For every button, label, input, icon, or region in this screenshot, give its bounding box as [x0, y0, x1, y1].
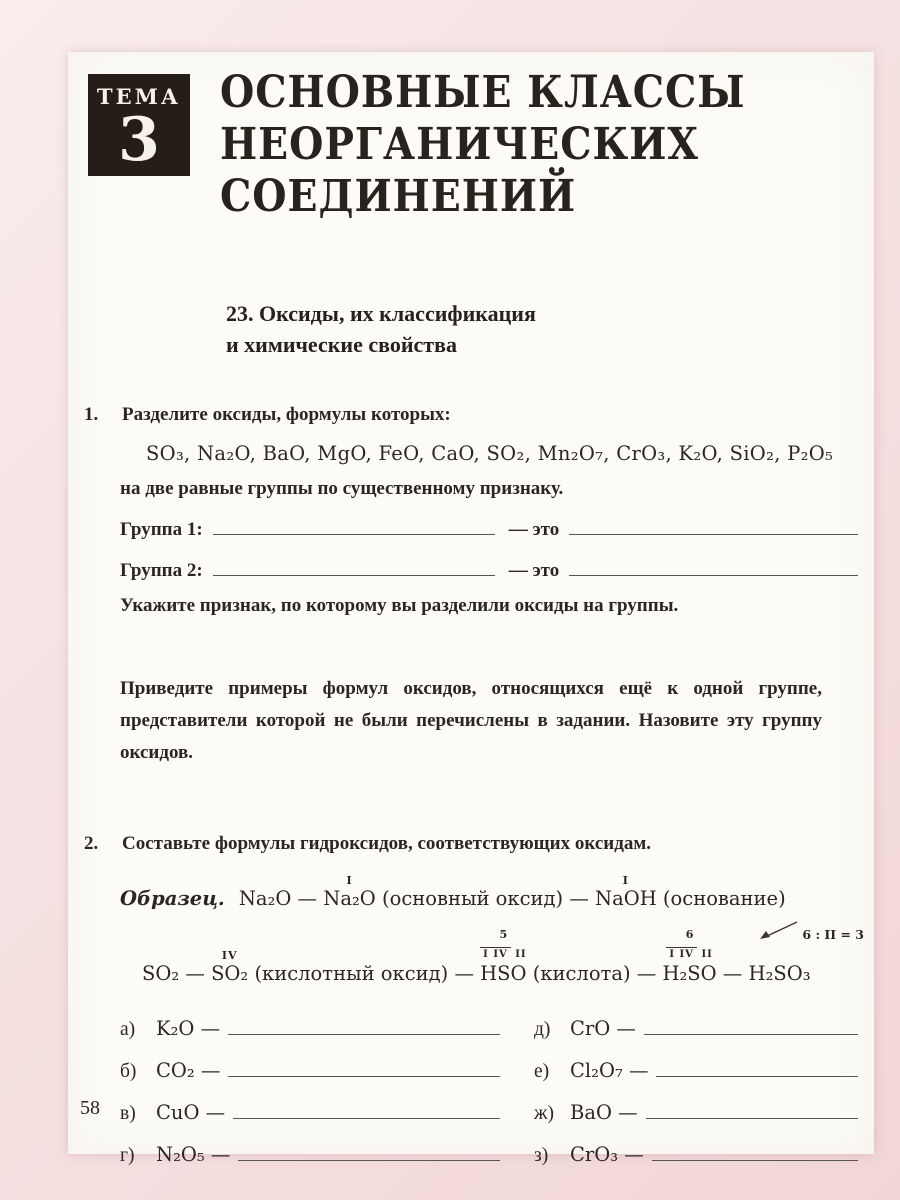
ex2-arrow-note-text: 6 : II = 3 [802, 927, 864, 942]
group-1-blank[interactable] [213, 515, 495, 535]
ex1-t2: Na₂O [323, 887, 376, 910]
ex2-h2so-sum: 6 [685, 927, 694, 941]
group-1-label: Группа 1: [120, 519, 203, 540]
item-z-letter: з) [534, 1145, 549, 1166]
ex2-hso-sum: 5 [499, 927, 508, 941]
item-z-answer-blank[interactable] [652, 1141, 858, 1161]
item-a-letter: а) [120, 1019, 136, 1040]
task-2-items [120, 1015, 858, 1167]
ex2-hso-rest-valence: II [515, 948, 527, 960]
group-1-row [120, 515, 858, 541]
ex2-chem-hso [480, 927, 527, 985]
item-d [534, 1015, 858, 1041]
group-2-definition-blank[interactable] [569, 556, 858, 576]
item-g [120, 1141, 500, 1167]
ex1-t3: (основный оксид) — [381, 887, 589, 910]
task-1-number: 1. [84, 404, 99, 425]
ex1-chem-na2o [323, 874, 376, 910]
ex2-hso-annotation [480, 929, 526, 961]
chapter-title-line1: ОСНОВНЫЕ КЛАССЫ [220, 66, 746, 118]
item-b-letter: б) [120, 1061, 137, 1082]
ex2-t7: — H₂SO₃ [722, 962, 811, 985]
group-2-row [120, 556, 858, 582]
chapter-title-line2: НЕОРГАНИЧЕСКИХ [220, 118, 699, 170]
section-heading-line2: и химические свойства [226, 332, 457, 357]
ex1-valence-2: I [622, 874, 629, 887]
task-1-extra: Приведите примеры формул оксидов, относящихся ещё к одной группе, представители которой не были перечислены в задании. Назовите эту группу оксидов. [120, 678, 822, 763]
task-1 [84, 404, 858, 426]
tema-box [88, 74, 190, 176]
item-e-answer-blank[interactable] [656, 1057, 858, 1077]
page-number: 58 [80, 1097, 100, 1119]
item-e-formula: Cl₂O₇ — [570, 1059, 649, 1082]
item-z [534, 1141, 858, 1167]
item-v-formula: CuO — [156, 1101, 226, 1124]
section-heading-line1: 23. Оксиды, их классификация [226, 301, 536, 326]
tema-label: ТЕМА [97, 84, 181, 109]
item-v [120, 1099, 500, 1125]
ex2-chem-so2 [211, 949, 249, 985]
group-1-definition-blank[interactable] [569, 515, 858, 535]
item-e [534, 1057, 858, 1083]
tema-number: 3 [118, 105, 160, 175]
ex2-hso-braced-valences: I IV [480, 947, 511, 960]
ex1-t1: Na₂O — [238, 887, 318, 910]
page-content [84, 298, 864, 1167]
ex2-t2: SO₂ [211, 962, 249, 985]
task-1-intro: Разделите оксиды, формулы которых: [122, 404, 451, 425]
chapter-title-line3: СОЕДИНЕНИЙ [220, 170, 577, 222]
item-b-formula: CO₂ — [156, 1059, 221, 1082]
item-b-answer-blank[interactable] [228, 1057, 500, 1077]
task-2-intro: Составьте формулы гидроксидов, соответствующих оксидам. [122, 833, 652, 854]
item-b [120, 1057, 500, 1083]
item-d-answer-blank[interactable] [644, 1015, 858, 1035]
ex1-t4: NaOH [595, 887, 657, 910]
ex2-h2so-annotation [662, 929, 716, 961]
item-g-formula: N₂O₅ — [156, 1143, 231, 1166]
item-g-answer-blank[interactable] [238, 1141, 500, 1161]
chapter-title [220, 64, 860, 220]
item-v-answer-blank[interactable] [233, 1099, 500, 1119]
group-2-blank[interactable] [213, 556, 495, 576]
item-d-letter: д) [534, 1019, 551, 1040]
ex1-chem-naoh [595, 874, 657, 910]
ex2-valence-so2: IV [221, 949, 238, 962]
item-zh-letter: ж) [534, 1103, 554, 1124]
ex2-t6: H₂SO [662, 962, 717, 985]
example-label: Образец. [120, 887, 225, 910]
annotation-arrow-icon [757, 918, 799, 942]
group-2-eto: — это [508, 560, 560, 581]
item-a-formula: K₂O — [156, 1017, 221, 1040]
item-v-letter: в) [120, 1103, 136, 1124]
item-a [120, 1015, 500, 1041]
group-1-eto: — это [508, 519, 560, 540]
ex2-chem-h2so [662, 927, 717, 985]
group-2-label: Группа 2: [120, 560, 203, 581]
workbook-page [68, 52, 874, 1166]
item-g-letter: г) [120, 1145, 135, 1166]
item-a-answer-blank[interactable] [228, 1015, 500, 1035]
task-2 [84, 833, 858, 855]
item-d-formula: CrO — [570, 1017, 636, 1040]
example-line-2 [142, 927, 864, 985]
task-1-continuation: на две равные группы по существенному признаку. [120, 478, 564, 499]
task-1-instruction: Укажите признак, по которому вы разделили оксиды на группы. [120, 595, 679, 616]
task-2-number: 2. [84, 833, 99, 854]
ex2-h2so-rest-valence: II [701, 948, 713, 960]
item-e-letter: е) [534, 1061, 550, 1082]
ex2-t3: (кислотный оксид) — [254, 962, 474, 985]
ex1-t5: (основание) [662, 887, 786, 910]
ex2-t1: SO₂ — [142, 962, 205, 985]
ex2-h2so-braced-valences: I IV [666, 947, 697, 960]
example-line-1 [120, 874, 858, 910]
ex2-arrow-note [757, 918, 864, 942]
item-zh-answer-blank[interactable] [646, 1099, 858, 1119]
ex1-valence-1: I [346, 874, 353, 887]
item-z-formula: CrO₃ — [570, 1143, 644, 1166]
item-zh [534, 1099, 858, 1125]
ex2-t4: HSO [480, 962, 527, 985]
ex2-t5: (кислота) — [532, 962, 657, 985]
task-1-formulas: SO₃, Na₂O, BaO, MgO, FeO, CaO, SO₂, Mn₂O₇, CrO₃, K₂O, SiO₂, P₂O₅ [146, 442, 834, 465]
item-zh-formula: BaO — [570, 1101, 638, 1124]
section-heading [226, 298, 858, 360]
